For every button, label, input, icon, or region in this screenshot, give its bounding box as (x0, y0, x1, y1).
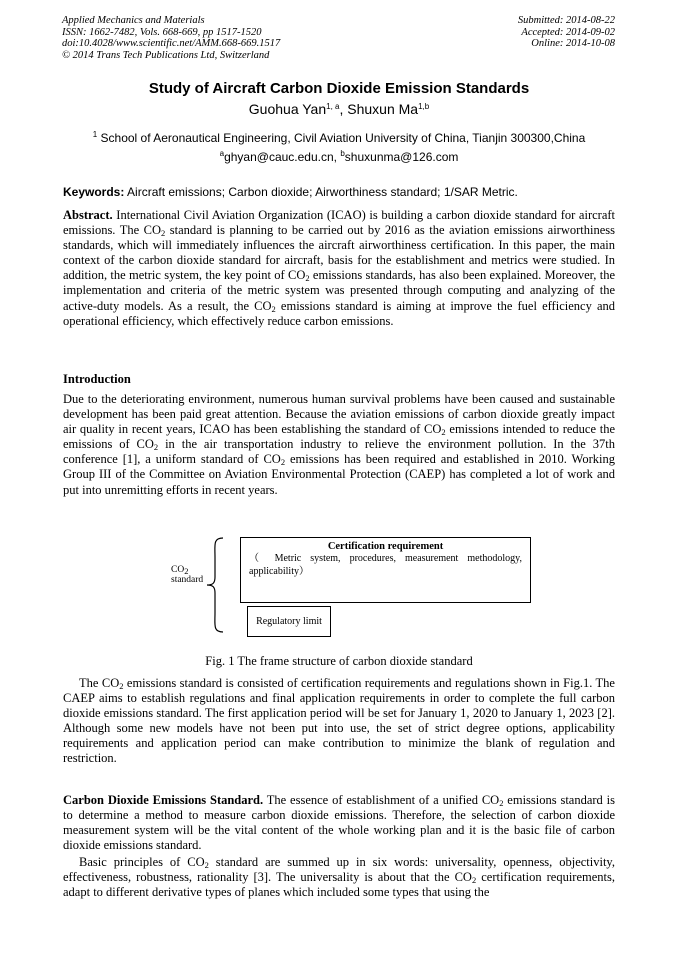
author-emails: $^a$ghyan@cauc.edu.cn, $^b$shuxunma@126.com (219, 149, 459, 164)
certification-requirement-desc: （ Metric system, procedures, measurement methodology, applicability） (249, 553, 522, 577)
affiliation: $^1$ School of Aeronautical Engineering, Civil Aviation University of China, Tianjin 300300,China (92, 130, 586, 145)
submitted-date: Submitted: 2014-08-22 (517, 15, 615, 26)
abstract: Abstract. International Civil Aviation Organization (ICAO) is building a carbon dioxide standard for aircraft emissions. The $CO_2$ standard is planning to be carried out by 2016 as the aviation emissions airworthiness standards, which will immediately influences the aircraft airworthiness certification. In this paper, the main context of the carbon dioxide standard for aircraft, basis for the establishment and metrics were studied. In addition, the metric system, the key point of $CO_2$ emissions standards, has also been explained. Moreover, the implementation and criteria of the metric system was presented through computing and analyzing of the active-duty models. As a result, the $CO_2$ emissions standard is aiming at improve the fuel efficiency and operational efficiency, which effectively reduce carbon emissions. (63, 208, 615, 328)
author-name: Guohua Yan (248, 101, 327, 117)
section-heading-introduction: Introduction (63, 372, 131, 386)
email-link[interactable]: ghyan@cauc.edu.cn (224, 150, 334, 164)
dates-header (518, 15, 615, 50)
online-date: Online: 2014-10-08 (531, 38, 615, 49)
author-name: Shuxun Ma (347, 101, 419, 117)
certification-requirement-box (240, 537, 531, 603)
figure-brace (205, 537, 227, 633)
keywords: Keywords: Aircraft emissions; Carbon dioxide; Airworthiness standard; 1/SAR Metric. (63, 185, 518, 199)
body-paragraph: The $CO_2$ emissions standard is consisted of certification requirements and regulations shown in Fig.1. The CAEP aims to establish regulations and final application requirements in order to complete the full carbon dioxide emissions standard. The first application period will be set for January 1, 2020 to January 1, 2023 [2]. Although some new models have not been put into use, the set of strict degree options, applicability requirements and application period can make contribution to minimize the blank of regulation and restriction. (63, 676, 615, 766)
author-affil-mark: 1, a (326, 102, 340, 111)
copyright-line: © 2014 Trans Tech Publications Ltd, Switzerland (62, 49, 270, 61)
body-paragraph: Basic principles of $CO_2$ standard are summed up in six words: universality, openness, objectivity, effectiveness, robustness, rationality [3]. The universality is about that the $CO_2$ certification requirements, adapt to different derivative types of planes which included some types that using the (63, 855, 616, 900)
figure-caption: Fig. 1 The frame structure of carbon dioxide standard (205, 654, 473, 668)
paper-title: Study of Aircraft Carbon Dioxide Emission Standards (148, 80, 530, 97)
figure-co2-label: $CO_2$ standard (171, 565, 204, 585)
author-affil-mark: 1,b (418, 102, 430, 111)
regulatory-limit-box: Regulatory limit (247, 606, 331, 637)
issn-line: ISSN: 1662-7482, Vols. 668-669, pp 1517-1520 (62, 26, 262, 38)
section-heading-co2-standard: Carbon Dioxide Emissions Standard. (63, 793, 264, 807)
introduction-paragraph: Due to the deteriorating environment, numerous human survival problems have been caused and sustainable development has been paid great attention. Because the aviation emissions of carbon dioxide greatly impact air quality in recent years, ICAO has been establishing the standard of $CO_2$ emissions intended to reduce the emissions of $CO_2$ in the air transportation industry to relieve the environment pollution. In the 37th conference [1], a uniform standard of $CO_2$ emissions has been required and established in 2010. Working Group III of the Committee on Aviation Environmental Protection (CAEP) has completed a lot of work and put into unremitting efforts in recent years. (63, 392, 616, 497)
section-paragraph-co2-standard: Carbon Dioxide Emissions Standard. The essence of establishment of a unified $CO_2$ emissions standard is to determine a method to measure carbon dioxide emissions. Therefore, the selection of carbon dioxide measurement system will be the vital content of the whole working plan and it is the basic file of carbon dioxide emissions standard. (63, 793, 615, 853)
author-list: Guohua Yan$^{1, a}$, Shuxun Ma$^{1,b}$ (248, 101, 430, 117)
accepted-date: Accepted: 2014-09-02 (521, 26, 615, 38)
journal-header (62, 15, 280, 61)
abstract-label: Abstract. (63, 208, 113, 222)
email-link[interactable]: shuxunma@126.com (344, 150, 459, 164)
certification-requirement-title: Certification requirement (327, 541, 444, 552)
doi-line: doi:10.4028/www.scientific.net/AMM.668-669.1517 (62, 38, 281, 49)
keywords-label: Keywords: (63, 185, 125, 199)
journal-name: Applied Mechanics and Materials (62, 15, 205, 26)
